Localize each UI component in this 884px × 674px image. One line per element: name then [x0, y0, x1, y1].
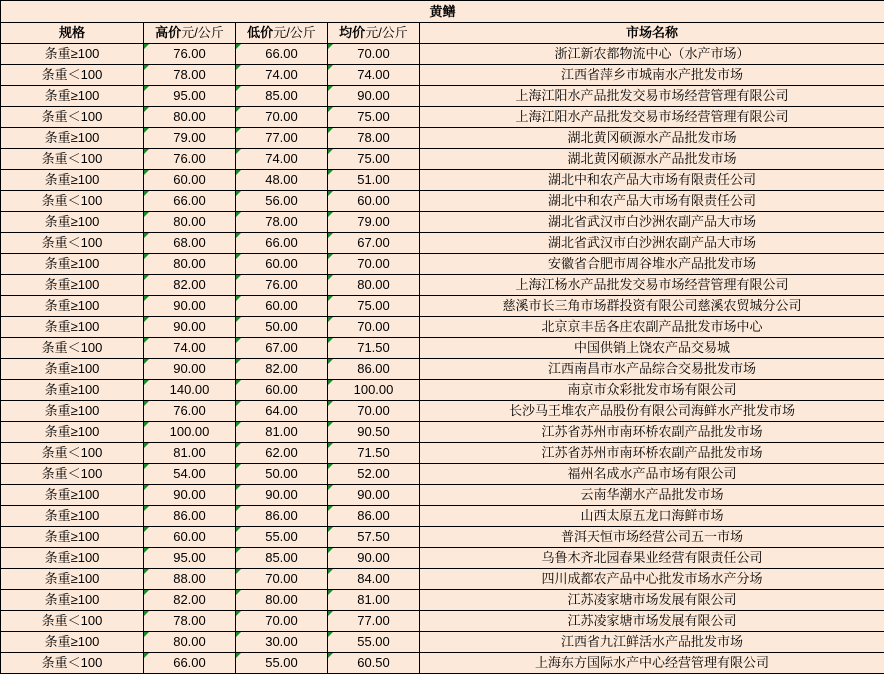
- cell-market-name[interactable]: 浙江新农都物流中心（水产市场）: [420, 44, 884, 65]
- cell-spec[interactable]: 条重≥100: [1, 422, 144, 443]
- cell-spec[interactable]: 条重≥100: [1, 569, 144, 590]
- cell-market-name[interactable]: 山西太原五龙口海鲜市场: [420, 506, 884, 527]
- cell-market-name[interactable]: 上海江阳水产品批发交易市场经营管理有限公司: [420, 86, 884, 107]
- cell-high-price[interactable]: 82.00: [144, 590, 236, 611]
- cell-spec[interactable]: 条重≥100: [1, 212, 144, 233]
- cell-market-name[interactable]: 长沙马王堆农产品股份有限公司海鲜水产批发市场: [420, 401, 884, 422]
- cell-spec[interactable]: 条重≥100: [1, 44, 144, 65]
- cell-market-name[interactable]: 上海江杨水产品批发交易市场经营管理有限公司: [420, 275, 884, 296]
- cell-high-price[interactable]: 79.00: [144, 128, 236, 149]
- cell-low-price[interactable]: 80.00: [236, 590, 328, 611]
- table-row: [1, 401, 884, 422]
- cell-low-price[interactable]: 85.00: [236, 548, 328, 569]
- cell-spec[interactable]: 条重≥100: [1, 86, 144, 107]
- cell-low-price[interactable]: 70.00: [236, 611, 328, 632]
- cell-spec[interactable]: 条重＜100: [1, 149, 144, 170]
- cell-low-price[interactable]: 30.00: [236, 632, 328, 653]
- table-row: [1, 380, 884, 401]
- cell-market-name[interactable]: 上海江阳水产品批发交易市场经营管理有限公司: [420, 107, 884, 128]
- cell-low-price[interactable]: 55.00: [236, 527, 328, 548]
- cell-spec[interactable]: 条重≥100: [1, 275, 144, 296]
- cell-low-price[interactable]: 86.00: [236, 506, 328, 527]
- cell-low-price[interactable]: 70.00: [236, 569, 328, 590]
- table-row: [1, 359, 884, 380]
- cell-high-price[interactable]: 80.00: [144, 107, 236, 128]
- header-low-label: 低价: [247, 25, 273, 40]
- cell-market-name[interactable]: 乌鲁木齐北园春果业经营有限责任公司: [420, 548, 884, 569]
- cell-market-name[interactable]: 北京京丰岳各庄农副产品批发市场中心: [420, 317, 884, 338]
- table-row: [1, 296, 884, 317]
- table-row: [1, 86, 884, 107]
- cell-market-name[interactable]: 慈溪市长三角市场群投资有限公司慈溪农贸城分公司: [420, 296, 884, 317]
- table-row: [1, 65, 884, 86]
- cell-spec[interactable]: 条重＜100: [1, 338, 144, 359]
- cell-spec[interactable]: 条重≥100: [1, 527, 144, 548]
- cell-market-name[interactable]: 江西南昌市水产品综合交易批发市场: [420, 359, 884, 380]
- cell-avg-price[interactable]: 52.00: [328, 464, 420, 485]
- cell-market-name[interactable]: 湖北黄冈硕源水产品批发市场: [420, 149, 884, 170]
- cell-avg-price[interactable]: 86.00: [328, 506, 420, 527]
- cell-spec[interactable]: 条重＜100: [1, 464, 144, 485]
- cell-high-price[interactable]: 78.00: [144, 611, 236, 632]
- cell-spec[interactable]: 条重＜100: [1, 233, 144, 254]
- cell-low-price[interactable]: 48.00: [236, 170, 328, 191]
- cell-high-price[interactable]: 81.00: [144, 443, 236, 464]
- cell-low-price[interactable]: 60.00: [236, 296, 328, 317]
- table-row: [1, 275, 884, 296]
- title-row: [1, 1, 884, 23]
- cell-high-price[interactable]: 80.00: [144, 212, 236, 233]
- cell-high-price[interactable]: 80.00: [144, 632, 236, 653]
- table-row: [1, 44, 884, 65]
- table-row: [1, 632, 884, 653]
- cell-high-price[interactable]: 90.00: [144, 359, 236, 380]
- cell-high-price[interactable]: 90.00: [144, 296, 236, 317]
- cell-avg-price[interactable]: 71.50: [328, 443, 420, 464]
- cell-spec[interactable]: 条重≥100: [1, 170, 144, 191]
- header-high-label: 高价: [155, 25, 181, 40]
- cell-market-name[interactable]: 湖北中和农产品大市场有限责任公司: [420, 191, 884, 212]
- table-row: [1, 569, 884, 590]
- cell-spec[interactable]: 条重≥100: [1, 485, 144, 506]
- cell-market-name[interactable]: 湖北省武汉市白沙洲农副产品大市场: [420, 212, 884, 233]
- cell-avg-price[interactable]: 70.00: [328, 44, 420, 65]
- cell-spec[interactable]: 条重＜100: [1, 443, 144, 464]
- table-row: [1, 212, 884, 233]
- cell-market-name[interactable]: 福州名成水产品市场有限公司: [420, 464, 884, 485]
- cell-avg-price[interactable]: 70.00: [328, 401, 420, 422]
- table-row: [1, 254, 884, 275]
- cell-avg-price[interactable]: 86.00: [328, 359, 420, 380]
- cell-avg-price[interactable]: 70.00: [328, 254, 420, 275]
- cell-avg-price[interactable]: 78.00: [328, 128, 420, 149]
- cell-market-name[interactable]: 江西省萍乡市城南水产批发市场: [420, 65, 884, 86]
- cell-avg-price[interactable]: 51.00: [328, 170, 420, 191]
- cell-low-price[interactable]: 60.00: [236, 380, 328, 401]
- table-row: [1, 107, 884, 128]
- cell-high-price[interactable]: 60.00: [144, 170, 236, 191]
- cell-spec[interactable]: 条重＜100: [1, 653, 144, 674]
- table-row: [1, 506, 884, 527]
- cell-avg-price[interactable]: 100.00: [328, 380, 420, 401]
- cell-avg-price[interactable]: 90.00: [328, 86, 420, 107]
- cell-spec[interactable]: 条重≥100: [1, 632, 144, 653]
- cell-spec[interactable]: 条重≥100: [1, 401, 144, 422]
- cell-high-price[interactable]: 86.00: [144, 506, 236, 527]
- cell-low-price[interactable]: 81.00: [236, 422, 328, 443]
- cell-avg-price[interactable]: 75.00: [328, 149, 420, 170]
- cell-high-price[interactable]: 66.00: [144, 191, 236, 212]
- cell-low-price[interactable]: 90.00: [236, 485, 328, 506]
- cell-avg-price[interactable]: 80.00: [328, 275, 420, 296]
- cell-high-price[interactable]: 60.00: [144, 527, 236, 548]
- cell-avg-price[interactable]: 75.00: [328, 296, 420, 317]
- cell-high-price[interactable]: 80.00: [144, 254, 236, 275]
- table-row: [1, 149, 884, 170]
- cell-high-price[interactable]: 140.00: [144, 380, 236, 401]
- cell-spec[interactable]: 条重≥100: [1, 548, 144, 569]
- cell-avg-price[interactable]: 77.00: [328, 611, 420, 632]
- cell-spec[interactable]: 条重≥100: [1, 128, 144, 149]
- header-avg-unit: 元/公斤: [365, 25, 408, 40]
- cell-low-price[interactable]: 56.00: [236, 191, 328, 212]
- cell-high-price[interactable]: 88.00: [144, 569, 236, 590]
- table-body: [1, 44, 884, 674]
- cell-high-price[interactable]: 100.00: [144, 422, 236, 443]
- header-high-price[interactable]: [144, 23, 236, 44]
- cell-high-price[interactable]: 76.00: [144, 401, 236, 422]
- cell-high-price[interactable]: 76.00: [144, 44, 236, 65]
- table-row: [1, 590, 884, 611]
- cell-low-price[interactable]: 70.00: [236, 107, 328, 128]
- table-row: [1, 170, 884, 191]
- table-row: [1, 317, 884, 338]
- cell-low-price[interactable]: 55.00: [236, 653, 328, 674]
- cell-market-name[interactable]: 湖北省武汉市白沙洲农副产品大市场: [420, 233, 884, 254]
- table-row: [1, 191, 884, 212]
- cell-low-price[interactable]: 76.00: [236, 275, 328, 296]
- cell-market-name[interactable]: 南京市众彩批发市场有限公司: [420, 380, 884, 401]
- cell-market-name[interactable]: 四川成都农产品中心批发市场水产分场: [420, 569, 884, 590]
- cell-low-price[interactable]: 85.00: [236, 86, 328, 107]
- table-row: [1, 653, 884, 674]
- cell-high-price[interactable]: 78.00: [144, 65, 236, 86]
- header-avg-label: 均价: [339, 25, 365, 40]
- cell-low-price[interactable]: 67.00: [236, 338, 328, 359]
- cell-spec[interactable]: 条重≥100: [1, 590, 144, 611]
- table-row: [1, 422, 884, 443]
- cell-spec[interactable]: 条重＜100: [1, 191, 144, 212]
- cell-low-price[interactable]: 64.00: [236, 401, 328, 422]
- cell-high-price[interactable]: 68.00: [144, 233, 236, 254]
- cell-market-name[interactable]: 江西省九江鲜活水产品批发市场: [420, 632, 884, 653]
- cell-spec[interactable]: 条重＜100: [1, 107, 144, 128]
- cell-low-price[interactable]: 66.00: [236, 233, 328, 254]
- cell-spec[interactable]: 条重＜100: [1, 611, 144, 632]
- cell-market-name[interactable]: 江苏省苏州市南环桥农副产品批发市场: [420, 443, 884, 464]
- cell-low-price[interactable]: 60.00: [236, 254, 328, 275]
- cell-avg-price[interactable]: 81.00: [328, 590, 420, 611]
- cell-avg-price[interactable]: 60.00: [328, 191, 420, 212]
- cell-high-price[interactable]: 76.00: [144, 149, 236, 170]
- cell-low-price[interactable]: 50.00: [236, 317, 328, 338]
- header-market-name[interactable]: 市场名称: [420, 23, 884, 44]
- cell-market-name[interactable]: 上海东方国际水产中心经营管理有限公司: [420, 653, 884, 674]
- header-low-unit: 元/公斤: [273, 25, 316, 40]
- cell-spec[interactable]: 条重≥100: [1, 506, 144, 527]
- header-avg-price[interactable]: [328, 23, 420, 44]
- cell-high-price[interactable]: 90.00: [144, 485, 236, 506]
- cell-market-name[interactable]: 中国供销上饶农产品交易城: [420, 338, 884, 359]
- table-row: [1, 338, 884, 359]
- cell-spec[interactable]: 条重≥100: [1, 254, 144, 275]
- table-row: [1, 233, 884, 254]
- cell-high-price[interactable]: 66.00: [144, 653, 236, 674]
- cell-avg-price[interactable]: 71.50: [328, 338, 420, 359]
- cell-low-price[interactable]: 50.00: [236, 464, 328, 485]
- cell-high-price[interactable]: 54.00: [144, 464, 236, 485]
- table-row: [1, 128, 884, 149]
- cell-high-price[interactable]: 82.00: [144, 275, 236, 296]
- cell-avg-price[interactable]: 74.00: [328, 65, 420, 86]
- cell-low-price[interactable]: 78.00: [236, 212, 328, 233]
- cell-market-name[interactable]: 江苏凌家塘市场发展有限公司: [420, 611, 884, 632]
- cell-avg-price[interactable]: 79.00: [328, 212, 420, 233]
- cell-avg-price[interactable]: 70.00: [328, 317, 420, 338]
- cell-spec[interactable]: 条重≥100: [1, 317, 144, 338]
- header-row: [1, 23, 884, 44]
- table-row: [1, 485, 884, 506]
- cell-market-name[interactable]: 湖北中和农产品大市场有限责任公司: [420, 170, 884, 191]
- cell-avg-price[interactable]: 90.00: [328, 548, 420, 569]
- cell-avg-price[interactable]: 55.00: [328, 632, 420, 653]
- cell-spec[interactable]: 条重＜100: [1, 65, 144, 86]
- header-spec[interactable]: 规格: [1, 23, 144, 44]
- header-low-price[interactable]: [236, 23, 328, 44]
- cell-spec[interactable]: 条重≥100: [1, 380, 144, 401]
- cell-market-name[interactable]: 普洱天恒市场经营公司五一市场: [420, 527, 884, 548]
- cell-avg-price[interactable]: 57.50: [328, 527, 420, 548]
- cell-high-price[interactable]: 95.00: [144, 86, 236, 107]
- cell-low-price[interactable]: 74.00: [236, 149, 328, 170]
- cell-spec[interactable]: 条重≥100: [1, 359, 144, 380]
- cell-low-price[interactable]: 66.00: [236, 44, 328, 65]
- cell-low-price[interactable]: 82.00: [236, 359, 328, 380]
- cell-high-price[interactable]: 90.00: [144, 317, 236, 338]
- table-row: [1, 527, 884, 548]
- cell-market-name[interactable]: 江苏省苏州市南环桥农副产品批发市场: [420, 422, 884, 443]
- cell-market-name[interactable]: 安徽省合肥市周谷堆水产品批发市场: [420, 254, 884, 275]
- cell-market-name[interactable]: 云南华潮水产品批发市场: [420, 485, 884, 506]
- cell-avg-price[interactable]: 67.00: [328, 233, 420, 254]
- cell-high-price[interactable]: 95.00: [144, 548, 236, 569]
- table-row: [1, 548, 884, 569]
- cell-market-name[interactable]: 湖北黄冈硕源水产品批发市场: [420, 128, 884, 149]
- cell-market-name[interactable]: 江苏凌家塘市场发展有限公司: [420, 590, 884, 611]
- cell-avg-price[interactable]: 60.50: [328, 653, 420, 674]
- header-high-unit: 元/公斤: [181, 25, 224, 40]
- cell-avg-price[interactable]: 75.00: [328, 107, 420, 128]
- table-row: [1, 611, 884, 632]
- cell-avg-price[interactable]: 90.50: [328, 422, 420, 443]
- cell-avg-price[interactable]: 90.00: [328, 485, 420, 506]
- cell-spec[interactable]: 条重≥100: [1, 296, 144, 317]
- cell-high-price[interactable]: 74.00: [144, 338, 236, 359]
- cell-low-price[interactable]: 74.00: [236, 65, 328, 86]
- table-title[interactable]: 黄鳝: [1, 1, 884, 23]
- table-row: [1, 464, 884, 485]
- cell-low-price[interactable]: 77.00: [236, 128, 328, 149]
- cell-avg-price[interactable]: 84.00: [328, 569, 420, 590]
- cell-low-price[interactable]: 62.00: [236, 443, 328, 464]
- table-row: [1, 443, 884, 464]
